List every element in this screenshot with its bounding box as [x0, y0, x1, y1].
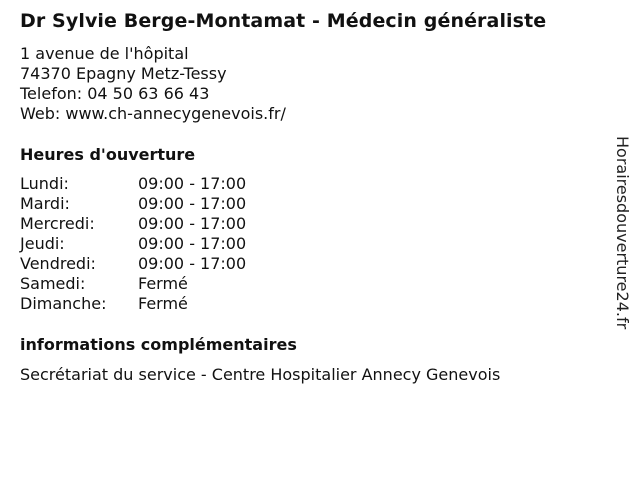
info-text: Secrétariat du service - Centre Hospitalier Annecy Genevois [20, 365, 501, 384]
day-label: Jeudi: [20, 234, 65, 253]
phone-number: Telefon: 04 50 63 66 43 [20, 84, 210, 103]
day-label: Vendredi: [20, 254, 96, 273]
day-label: Dimanche: [20, 294, 107, 313]
time-value: Fermé [138, 274, 188, 293]
time-value: 09:00 - 17:00 [138, 214, 247, 233]
day-label: Samedi: [20, 274, 86, 293]
site-watermark [610, 136, 636, 356]
address-street: 1 avenue de l'hôpital [20, 44, 189, 63]
time-value: 09:00 - 17:00 [138, 234, 247, 253]
time-value: 09:00 - 17:00 [138, 254, 247, 273]
day-label: Mercredi: [20, 214, 95, 233]
contact-block [20, 44, 286, 124]
website-text: Web: www.ch-annecygenevois.fr/ [20, 104, 286, 123]
day-label: Lundi: [20, 174, 69, 193]
address-city: 74370 Epagny Metz-Tessy [20, 64, 227, 83]
info-heading: informations complémentaires [20, 335, 297, 354]
hours-heading: Heures d'ouverture [20, 145, 196, 164]
time-value: 09:00 - 17:00 [138, 174, 247, 193]
day-label: Mardi: [20, 194, 70, 213]
time-value: 09:00 - 17:00 [138, 194, 247, 213]
page-title: Dr Sylvie Berge-Montamat - Médecin généraliste [20, 10, 547, 32]
watermark-text: Horairesdouverture24.fr [613, 136, 632, 330]
time-value: Fermé [138, 294, 188, 313]
